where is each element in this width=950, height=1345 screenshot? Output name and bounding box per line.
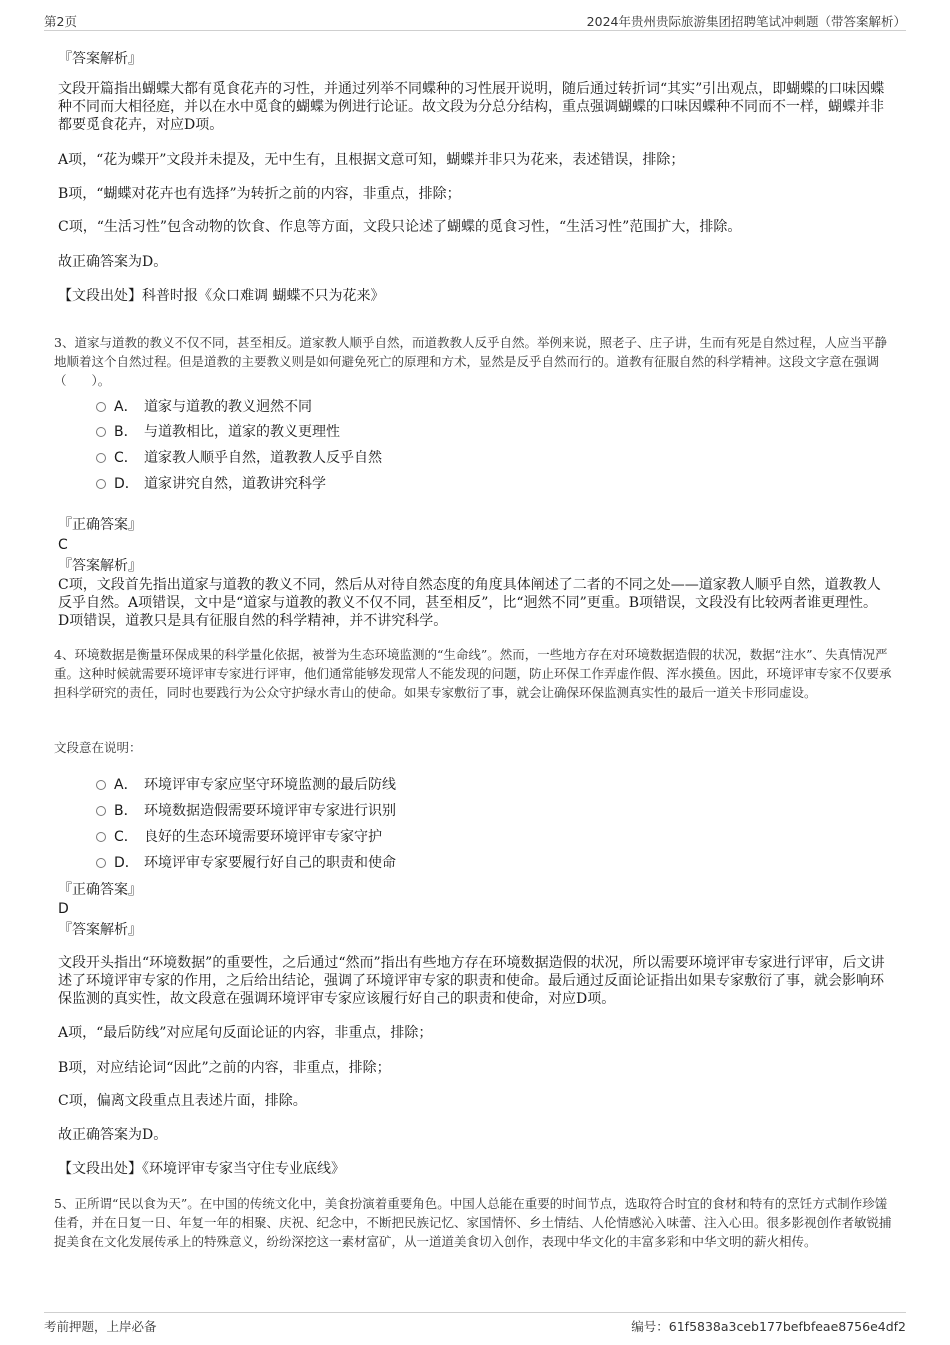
radio-icon[interactable] bbox=[96, 427, 106, 437]
q4-correct-answer: D bbox=[58, 901, 69, 917]
q4-option-b-note: B项，对应结论词“因此”之前的内容，非重点，排除； bbox=[58, 1060, 391, 1076]
q4-analysis-label: 『答案解析』 bbox=[58, 922, 142, 938]
q3-stem: 3、道家与道教的教义不仅不同，甚至相反。道家教人顺乎自然，而道教教人反乎自然。举例来说，照老子、庄子讲，生而有死是自然过程，人应当平静地顺着这个自然过程。但是道教的主要教义则是如何避免死亡的原理和方术，显然是反乎自然而行的。道教有征服自然的科学精神。这段文字意在强调（ ）。 bbox=[54, 335, 887, 388]
q3-analysis-label: 『答案解析』 bbox=[58, 558, 142, 574]
q2-option-a-note: A项，“花为蝶开”文段并未提及，无中生有，且根据文意可知，蝴蝶并非只为花来，表述错误，排除； bbox=[58, 152, 685, 168]
q4-prompt: 文段意在说明： bbox=[54, 740, 142, 755]
q2-option-c-note: C项，“生活习性”包含动物的饮食、作息等方面，文段只论述了蝴蝶的觅食习性，“生活习性”范围扩大，排除。 bbox=[58, 219, 742, 235]
q4-option-a[interactable]: A． 环境评审专家应坚守环境监测的最后防线 bbox=[96, 776, 396, 794]
page-number: 第2页 bbox=[44, 14, 77, 29]
q4-analysis: 文段开头指出“环境数据”的重要性，之后通过“然而”指出有些地方存在环境数据造假的状况，所以需要环境评审专家进行评审，后文讲述了环境评审专家的作用，之后给出结论，强调了环境评审专家的职责和使命。最后通过反面论证指出如果专家敷衍了事，就会影响环保监测的真实性，故文段意在强调环境评审专家应该履行好自己的职责和使命，对应D项。 bbox=[58, 955, 885, 1007]
q2-option-b-note: B项，“蝴蝶对花卉也有选择”为转折之前的内容，非重点，排除； bbox=[58, 186, 461, 202]
q3-analysis: C项，文段首先指出道家与道教的教义不同，然后从对待自然态度的角度具体阐述了二者的不同之处——道家教人顺乎自然，道教教人反乎自然。A项错误，文中是“道家与道教的教义不仅不同，甚至相反”，比“迥然不同”更重。B项错误，文段没有比较两者谁更理性。D项错误，道教只是具有征服自然的科学精神，并不讲究科学。 bbox=[58, 577, 881, 629]
q4-source: 【文段出处】《环境评审专家当守住专业底线》 bbox=[58, 1161, 345, 1177]
q5-stem: 5、正所谓“民以食为天”。在中国的传统文化中，美食扮演着重要角色。中国人总能在重要的时间节点，选取符合时宜的食材和特有的烹饪方式制作珍馐佳肴，并在日复一日、年复一年的相聚、庆祝、纪念中，不断把民族记忆、家国情怀、乡土情结、人伦情感沁入味蕾、注入心田。很多影视创作者敏锐捕捉美食在文化发展传承上的特殊意义，纷纷深挖这一素材富矿，从一道道美食切入创作，表现中华文化的丰富多彩和中华文明的薪火相传。 bbox=[54, 1196, 892, 1249]
q4-option-c[interactable]: C． 良好的生态环境需要环境评审专家守护 bbox=[96, 828, 382, 846]
page-header bbox=[44, 8, 906, 31]
q2-analysis: 文段开篇指出蝴蝶大都有觅食花卉的习性，并通过列举不同蝶种的习性展开说明，随后通过转折词“其实”引出观点，即蝴蝶的口味因蝶种不同而大相径庭，并以在水中觅食的蝴蝶为例进行论证。故文段为分总分结构，重点强调蝴蝶的口味因蝶种不同而不一样，蝴蝶并非都要觅食花卉，对应D项。 bbox=[58, 81, 885, 133]
page-footer bbox=[44, 1312, 906, 1337]
footer-slogan: 考前押题，上岸必备 bbox=[44, 1319, 157, 1334]
q4-option-c-note: C项，偏离文段重点且表述片面，排除。 bbox=[58, 1093, 307, 1109]
q3-option-c[interactable]: C． 道家教人顺乎自然，道教教人反乎自然 bbox=[96, 449, 382, 467]
q2-analysis-label: 『答案解析』 bbox=[58, 51, 142, 67]
q3-option-b[interactable]: B． 与道教相比，道家的教义更理性 bbox=[96, 423, 340, 441]
document-title: 2024年贵州贵际旅游集团招聘笔试冲刺题（带答案解析） bbox=[586, 14, 906, 29]
radio-icon[interactable] bbox=[96, 402, 106, 412]
q3-option-a[interactable]: A． 道家与道教的教义迥然不同 bbox=[96, 398, 312, 416]
q2-conclusion: 故正确答案为D。 bbox=[58, 254, 168, 270]
radio-icon[interactable] bbox=[96, 780, 106, 790]
q4-option-a-note: A项，“最后防线”对应尾句反面论证的内容，非重点，排除； bbox=[58, 1025, 433, 1041]
q4-stem: 4、环境数据是衡量环保成果的科学量化依据，被誉为生态环境监测的“生命线”。然而，一些地方存在对环境数据造假的状况，数据“注水”、失真情况严重。这种时候就需要环境评审专家进行评审，他们通常能够发现常人不能发现的问题，防止环保工作弄虚作假、浑水摸鱼。因此，环境评审专家不仅要承担科学研究的责任，同时也要践行为公众守护绿水青山的使命。如果专家敷衍了事，就会让确保环保监测真实性的最后一道关卡形同虚设。 bbox=[54, 647, 892, 700]
q3-correct-label: 『正确答案』 bbox=[58, 517, 142, 533]
radio-icon[interactable] bbox=[96, 832, 106, 842]
radio-icon[interactable] bbox=[96, 806, 106, 816]
radio-icon[interactable] bbox=[96, 479, 106, 489]
radio-icon[interactable] bbox=[96, 453, 106, 463]
q4-option-b[interactable]: B． 环境数据造假需要环境评审专家进行识别 bbox=[96, 802, 396, 820]
q3-option-d[interactable]: D． 道家讲究自然，道教讲究科学 bbox=[96, 475, 326, 493]
document-id: 编号：61f5838a3ceb177befbfeae8756e4df2 bbox=[631, 1319, 906, 1334]
q2-source: 【文段出处】科普时报《众口难调 蝴蝶不只为花来》 bbox=[58, 288, 385, 304]
q4-correct-label: 『正确答案』 bbox=[58, 882, 142, 898]
q4-option-d[interactable]: D． 环境评审专家要履行好自己的职责和使命 bbox=[96, 854, 396, 872]
radio-icon[interactable] bbox=[96, 858, 106, 868]
q4-conclusion: 故正确答案为D。 bbox=[58, 1127, 168, 1143]
q3-correct-answer: C bbox=[58, 537, 68, 553]
